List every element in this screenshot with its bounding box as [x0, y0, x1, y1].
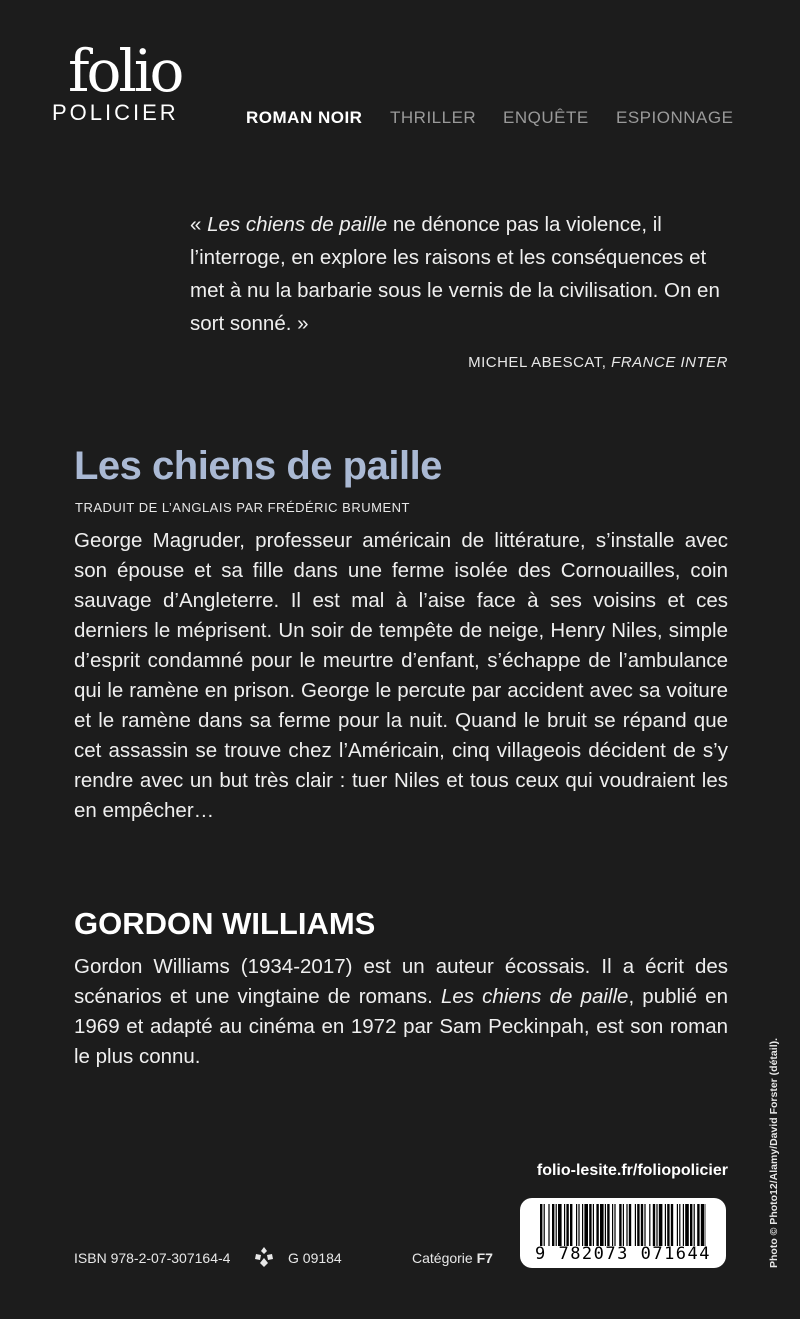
barcode-bar: [683, 1204, 684, 1246]
barcode-bar: [582, 1204, 583, 1246]
barcode-bar: [635, 1204, 636, 1246]
barcode-bar: [649, 1204, 650, 1246]
barcode-bar: [614, 1204, 615, 1246]
translator-credit: TRADUIT DE L’ANGLAIS PAR FRÉDÉRIC BRUMENT: [75, 500, 410, 515]
quote-title: Les chiens de paille: [207, 213, 388, 236]
barcode-bar: [576, 1204, 577, 1246]
barcode-bar: [677, 1204, 678, 1246]
quote-text: ne dénonce pas la violence, il l’interroge, en explore les raisons et les conséquences et met à nu la barbarie sous le vernis de la civilisation. On en sort sonné. »: [190, 213, 720, 335]
book-title: Les chiens de paille: [74, 444, 442, 488]
barcode-bar: [626, 1204, 627, 1246]
website-link[interactable]: folio-lesite.fr/foliopolicier: [536, 1162, 728, 1179]
barcode-bar: [566, 1204, 568, 1246]
category-label: Catégorie: [412, 1250, 477, 1266]
barcode-bar: [656, 1204, 657, 1246]
barcode-bar: [570, 1204, 572, 1246]
barcode-digits: 9 782073 071644: [534, 1244, 712, 1264]
barcode-bar: [665, 1204, 666, 1246]
genre-enquete: ENQUÊTE: [503, 108, 589, 127]
barcode-bar: [653, 1204, 655, 1246]
barcode-bar: [564, 1204, 565, 1246]
barcode-bar: [605, 1204, 606, 1246]
barcode-bar: [578, 1204, 579, 1246]
barcode-bar: [644, 1204, 645, 1246]
barcode-bar: [589, 1204, 591, 1246]
barcode-bar: [671, 1204, 673, 1246]
category: [412, 1250, 493, 1266]
gallimard-mark-icon: [252, 1246, 276, 1268]
barcode-bar: [619, 1204, 621, 1246]
barcode-bar: [641, 1204, 643, 1246]
genre-thriller: THRILLER: [390, 108, 477, 127]
barcode-bar: [629, 1204, 631, 1246]
genre-list: [246, 108, 733, 128]
barcode-bar: [593, 1204, 594, 1246]
barcode-bar: [690, 1204, 692, 1246]
bio-title: Les chiens de paille: [440, 985, 629, 1008]
barcode-bar: [548, 1204, 549, 1246]
barcode: [520, 1198, 726, 1268]
barcode-bar: [659, 1204, 663, 1246]
author-name: GORDON WILLIAMS: [74, 906, 376, 941]
barcode-bar: [600, 1204, 604, 1246]
barcode-bar: [697, 1204, 699, 1246]
barcode-bar: [685, 1204, 689, 1246]
barcode-bar: [694, 1204, 695, 1246]
barcode-bar: [637, 1204, 639, 1246]
barcode-bar: [556, 1204, 557, 1246]
barcode-bar: [679, 1204, 680, 1246]
barcode-bars: [540, 1204, 706, 1246]
quote-open: «: [190, 213, 208, 236]
category-value: F7: [476, 1250, 493, 1266]
quote-source-outlet: FRANCE INTER: [611, 354, 728, 371]
barcode-bar: [623, 1204, 624, 1246]
press-quote: [190, 208, 730, 340]
g-code: G 09184: [288, 1250, 342, 1266]
author-bio: [74, 952, 728, 1072]
barcode-bar: [552, 1204, 554, 1246]
logo-subtitle: POLICIER: [52, 100, 179, 125]
genre-espionnage: ESPIONNAGE: [616, 108, 734, 127]
barcode-bar: [544, 1204, 545, 1246]
barcode-bar: [612, 1204, 613, 1246]
folio-logo: [52, 37, 202, 126]
photo-credit: Photo © Photo12/Alamy/David Forster (détail).: [768, 1037, 780, 1268]
synopsis: George Magruder, professeur américain de littérature, s’installe avec son épouse et sa fille dans une ferme isolée des Cornouailles, coin sauvage d’Angleterre. Il est mal à l’aise face à ses voisins et ces derniers le méprisent. Un soir de tempête de neige, Henry Niles, simple d’esprit condamné pour le meurtre d’enfant, s’échappe de l’ambulance qui le ramène en prison. George le percute par accident avec sa voiture et le ramène dans sa ferme pour la nuit. Quand le bruit se répand que cet assassin se trouve chez l’Américain, cinq villageois décident de s’y rendre avec un but très clair : tuer Niles et tous ceux qui voudraient les en empêcher…: [74, 529, 728, 822]
genre-roman-noir: ROMAN NOIR: [246, 108, 363, 127]
barcode-bar: [558, 1204, 562, 1246]
barcode-bar: [596, 1204, 598, 1246]
isbn: ISBN 978-2-07-307164-4: [74, 1250, 231, 1266]
quote-source: [468, 354, 728, 371]
bio-part-1: Gordon Williams (1934-2017) est un auteur écossais. Il a écrit des scénarios et une vingtaine de romans.: [74, 955, 728, 1008]
barcode-bar: [667, 1204, 669, 1246]
barcode-bar: [584, 1204, 588, 1246]
barcode-bar: [607, 1204, 609, 1246]
barcode-bar: [540, 1204, 542, 1246]
logo-word: folio: [68, 37, 182, 105]
barcode-bar: [701, 1204, 705, 1246]
bio-part-2: , publié en 1969 et adapté au cinéma en 1972 par Sam Peckinpah, est son roman le plus connu.: [74, 985, 728, 1068]
quote-source-name: MICHEL ABESCAT,: [468, 354, 612, 371]
